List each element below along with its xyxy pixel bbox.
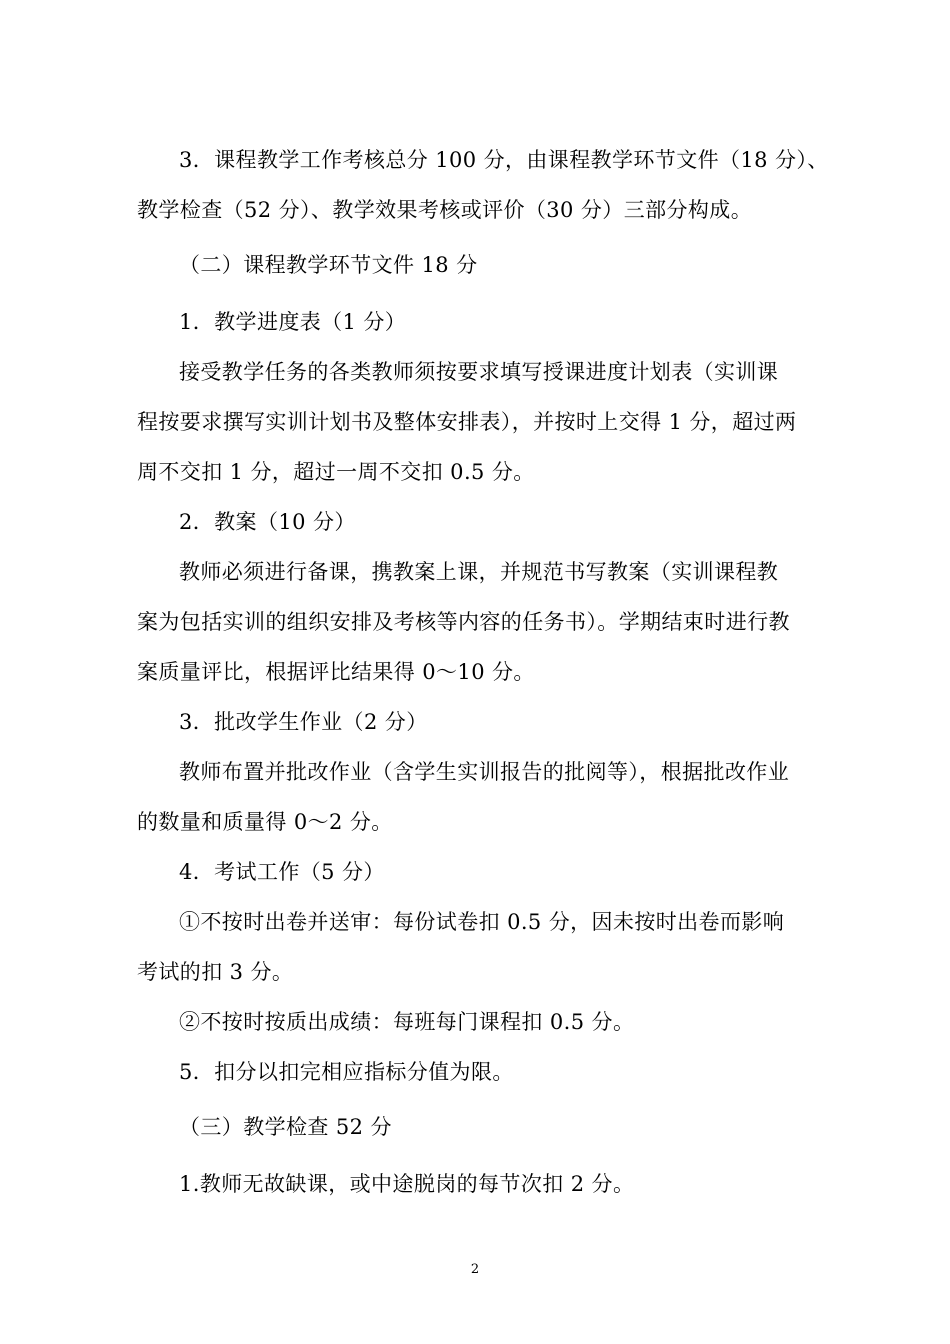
- paragraph-line: 案为包括实训的组织安排及考核等内容的任务书）。学期结束时进行教: [137, 610, 790, 634]
- paragraph-line: 1.教师无故缺课，或中途脱岗的每节次扣 2 分。: [179, 1172, 635, 1196]
- paragraph-line: 教师布置并批改作业（含学生实训报告的批阅等），根据批改作业: [179, 760, 790, 784]
- item-heading: 3．批改学生作业（2 分）: [179, 710, 428, 734]
- page-number: 2: [470, 1262, 480, 1277]
- paragraph-line: 周不交扣 1 分，超过一周不交扣 0.5 分。: [137, 460, 535, 484]
- paragraph-line: ①不按时出卷并送审：每份试卷扣 0.5 分，因未按时出卷而影响: [179, 910, 785, 934]
- paragraph-line: 考试的扣 3 分。: [137, 960, 294, 984]
- item-heading: 4．考试工作（5 分）: [179, 860, 385, 884]
- paragraph-line: 3．课程教学工作考核总分 100 分，由课程教学环节文件（18 分）、: [179, 148, 829, 172]
- item-heading: 2．教案（10 分）: [179, 510, 356, 534]
- paragraph-line: 的数量和质量得 0～2 分。: [137, 810, 393, 834]
- section-heading: （二）课程教学环节文件 18 分: [179, 253, 478, 277]
- paragraph-line: 教学检查（52 分）、教学效果考核或评价（30 分）三部分构成。: [137, 198, 753, 222]
- paragraph-line: 案质量评比，根据评比结果得 0～10 分。: [137, 660, 535, 684]
- paragraph-line: 程按要求撰写实训计划书及整体安排表），并按时上交得 1 分，超过两: [137, 410, 797, 434]
- section-heading: （三）教学检查 52 分: [179, 1115, 392, 1139]
- paragraph-line: ②不按时按质出成绩：每班每门课程扣 0.5 分。: [179, 1010, 635, 1034]
- paragraph-line: 教师必须进行备课，携教案上课，并规范书写教案（实训课程教: [179, 560, 779, 584]
- item-heading: 1．教学进度表（1 分）: [179, 310, 407, 334]
- paragraph-line: 接受教学任务的各类教师须按要求填写授课进度计划表（实训课: [179, 360, 779, 384]
- paragraph-line: 5．扣分以扣完相应指标分值为限。: [179, 1060, 514, 1084]
